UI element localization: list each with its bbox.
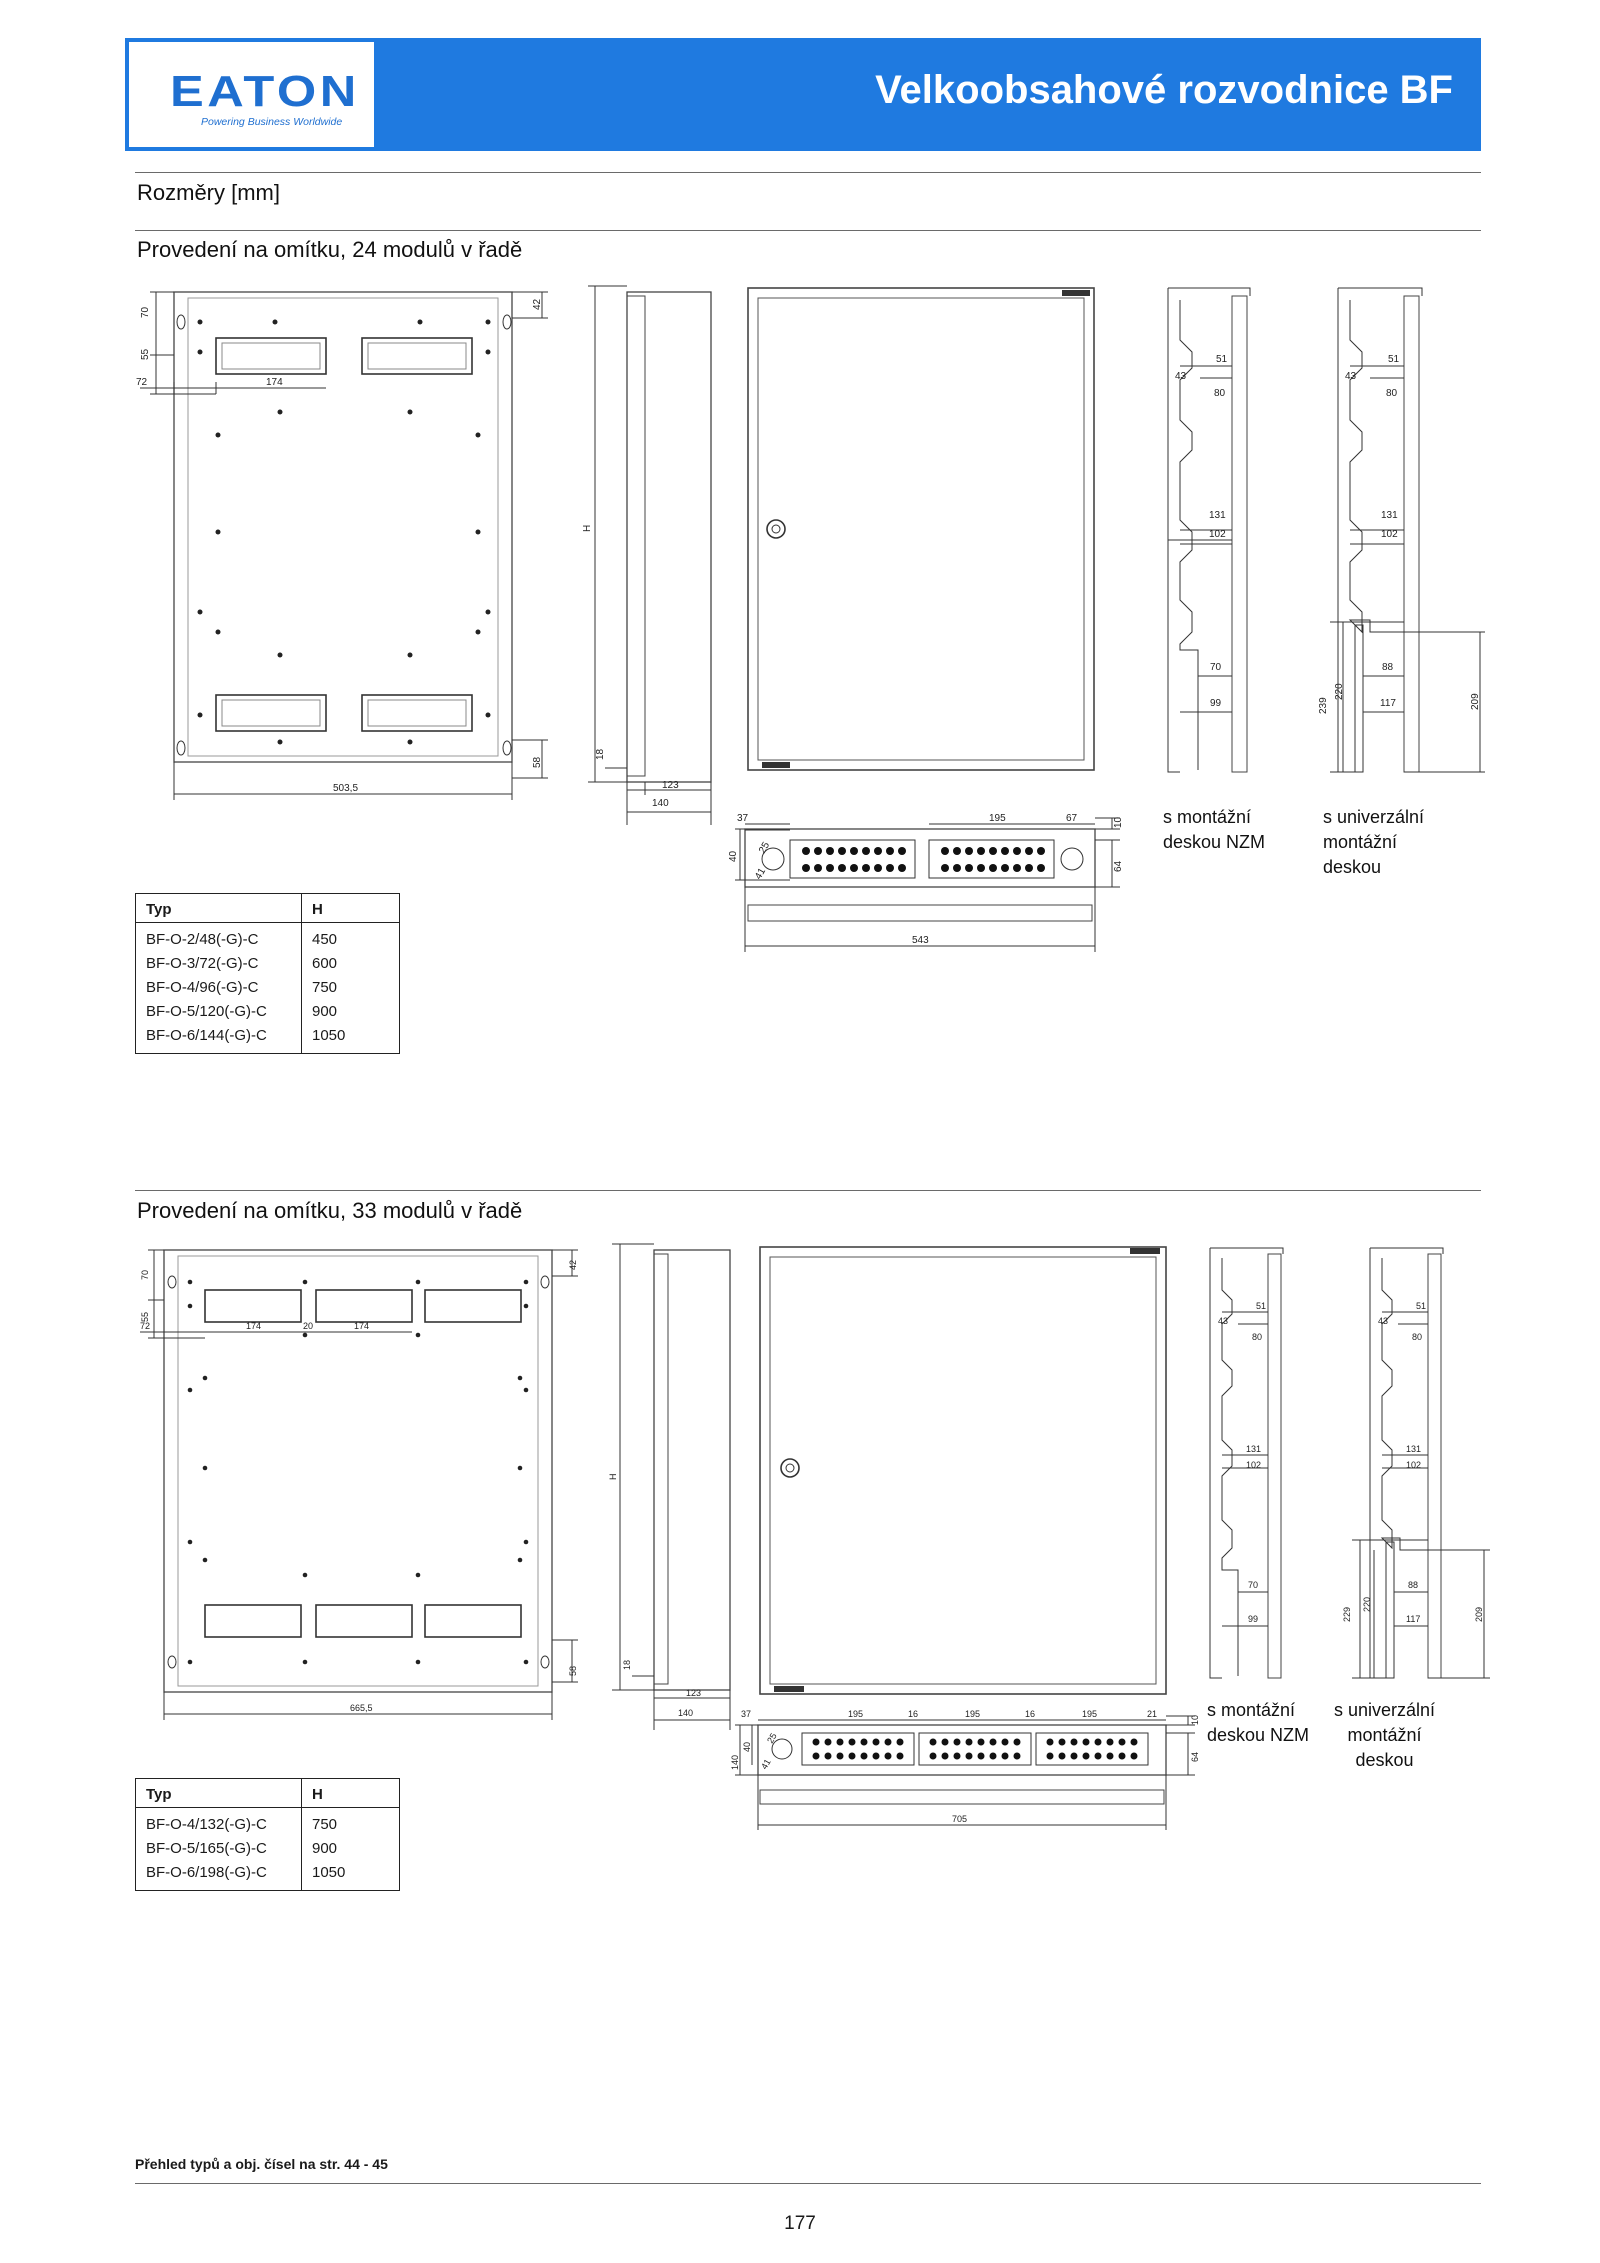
caption-universal-24 — [1323, 805, 1424, 880]
dim-label: 140 — [730, 1754, 740, 1770]
dim-label: 55 — [140, 1311, 150, 1322]
table-cell: 900 — [312, 1003, 338, 1020]
dim-label: 123 — [686, 1688, 702, 1698]
dim-label: 174 — [246, 1321, 262, 1331]
dim-label: 70 — [140, 1269, 150, 1280]
dim-label: 80 — [1412, 1332, 1423, 1342]
dim-label: 209 — [1470, 693, 1481, 710]
table-row — [136, 923, 400, 953]
table-row — [136, 1024, 400, 1054]
table-cell: BF-O-5/120(-G)-C — [136, 1000, 302, 1024]
dim-label: 209 — [1474, 1606, 1484, 1622]
table-row — [136, 1000, 400, 1024]
dim-label: 80 — [1252, 1332, 1263, 1342]
bottom-view-33 — [735, 1716, 1195, 1830]
table-cell: 600 — [312, 955, 338, 972]
dim-label: H — [608, 1473, 618, 1480]
caption-line: s univerzální — [1334, 1700, 1436, 1720]
dim-label: 174 — [266, 377, 283, 388]
dim-label: 43 — [1378, 1316, 1389, 1326]
dim-label: 117 — [1380, 698, 1396, 709]
divider — [135, 2183, 1481, 2184]
dim-label: 195 — [989, 813, 1006, 824]
dim-label: 58 — [568, 1665, 578, 1676]
table-header: Typ — [136, 1779, 302, 1808]
dim-label: 67 — [1066, 813, 1078, 824]
caption-nzm-24 — [1163, 805, 1265, 855]
dim-label: 18 — [595, 748, 606, 760]
dim-label: 220 — [1334, 683, 1345, 700]
table-cell: 750 — [312, 979, 338, 996]
dim-label: 102 — [1381, 529, 1398, 540]
dim-label: 117 — [1406, 1614, 1421, 1624]
dim-label: 99 — [1210, 698, 1222, 709]
logo-tagline: Powering Business Worldwide — [201, 116, 343, 128]
dim-label: 131 — [1246, 1444, 1262, 1454]
front-view-frame-24 — [140, 292, 548, 800]
page-title: Velkoobsahové rozvodnice BF — [875, 68, 1453, 112]
bottom-view-24 — [735, 818, 1120, 952]
dim-label: 25 — [765, 1731, 779, 1745]
table-header: Typ — [136, 894, 302, 923]
dim-label: 665,5 — [350, 1703, 373, 1713]
dim-label: 64 — [1190, 1751, 1200, 1762]
caption-line: deskou NZM — [1163, 832, 1266, 852]
table-cell: BF-O-5/165(-G)-C — [136, 1837, 302, 1861]
dim-label: 64 — [1113, 860, 1124, 872]
dim-label: 174 — [354, 1321, 370, 1331]
dim-label: 42 — [532, 298, 543, 310]
dim-label: 131 — [1209, 510, 1226, 521]
dim-label: 42 — [568, 1259, 578, 1270]
dim-label: 51 — [1388, 354, 1400, 365]
page-number: 177 — [784, 2213, 816, 2234]
dim-label: 88 — [1408, 1580, 1419, 1590]
dim-label: 51 — [1216, 354, 1228, 365]
table-cell: BF-O-6/144(-G)-C — [136, 1024, 302, 1054]
caption-line: deskou NZM — [1207, 1725, 1310, 1745]
dim-label: 195 — [1082, 1709, 1098, 1719]
type-table-33 — [135, 1778, 400, 1891]
table-header-row — [136, 1779, 400, 1808]
dim-label: 70 — [1248, 1580, 1259, 1590]
table-cell: BF-O-4/96(-G)-C — [136, 976, 302, 1000]
dim-label: 41 — [759, 1757, 773, 1771]
dim-label: 543 — [912, 935, 929, 946]
dim-label: 20 — [303, 1321, 314, 1331]
dim-label: 10 — [1113, 816, 1124, 828]
dim-label: 72 — [140, 1321, 151, 1331]
dim-label: 195 — [848, 1709, 864, 1719]
table-row — [136, 1861, 400, 1891]
dim-label: 25 — [757, 840, 773, 856]
table-cell: BF-O-6/198(-G)-C — [136, 1861, 302, 1891]
side-view-24 — [588, 286, 711, 825]
dim-label: 131 — [1381, 510, 1398, 521]
dim-label: 41 — [753, 866, 769, 882]
caption-line: deskou — [1355, 1750, 1414, 1770]
type-table-24 — [135, 893, 400, 1054]
dim-label: 229 — [1342, 1606, 1352, 1622]
section-title: Rozměry [mm] — [137, 180, 280, 205]
variant-24-title: Provedení na omítku, 24 modulů v řadě — [137, 237, 523, 262]
dim-label: 37 — [737, 813, 749, 824]
caption-line: deskou — [1323, 857, 1382, 877]
table-cell: 750 — [312, 1816, 338, 1833]
dim-label: 18 — [622, 1659, 632, 1670]
side-view-33 — [612, 1244, 730, 1730]
divider — [135, 1190, 1481, 1191]
dim-label: 40 — [728, 850, 739, 862]
dim-label: 16 — [908, 1709, 919, 1719]
dim-label: 51 — [1256, 1301, 1267, 1311]
caption-line: s montážní — [1207, 1700, 1296, 1720]
dim-label: 43 — [1175, 371, 1187, 382]
caption-line: s montážní — [1163, 807, 1252, 827]
dim-label: 70 — [1210, 662, 1222, 673]
dim-label: 80 — [1214, 388, 1226, 399]
dim-label: 70 — [140, 306, 151, 318]
table-cell: BF-O-2/48(-G)-C — [136, 923, 302, 953]
dim-label: 705 — [952, 1814, 968, 1824]
table-cell: BF-O-3/72(-G)-C — [136, 952, 302, 976]
dim-label: 72 — [136, 377, 148, 388]
dim-label: 239 — [1318, 697, 1329, 714]
table-cell: BF-O-4/132(-G)-C — [136, 1808, 302, 1838]
dim-label: 43 — [1345, 371, 1357, 382]
dim-label: H — [582, 524, 593, 532]
dim-label: 102 — [1406, 1460, 1422, 1470]
dim-label: 102 — [1209, 529, 1226, 540]
table-row — [136, 976, 400, 1000]
dim-label: 58 — [532, 756, 543, 768]
footer-note: Přehled typů a obj. čísel na str. 44 - 45 — [135, 2156, 388, 2172]
dim-label: 40 — [742, 1741, 752, 1752]
dim-label: 99 — [1248, 1614, 1259, 1624]
dim-label: 195 — [965, 1709, 981, 1719]
variant-33-title: Provedení na omítku, 33 modulů v řadě — [137, 1198, 523, 1223]
dim-label: 55 — [140, 348, 151, 360]
dim-label: 43 — [1218, 1316, 1229, 1326]
dim-label: 16 — [1025, 1709, 1036, 1719]
table-header: H — [302, 1779, 400, 1808]
table-row — [136, 952, 400, 976]
dim-label: 131 — [1406, 1444, 1422, 1454]
table-cell: 900 — [312, 1840, 338, 1857]
dim-label: 140 — [652, 798, 669, 809]
dim-label: 140 — [678, 1708, 694, 1718]
caption-universal-33 — [1334, 1698, 1435, 1773]
door-front-view-33 — [760, 1247, 1166, 1694]
dim-label: 123 — [662, 780, 679, 791]
table-cell: 1050 — [312, 1864, 346, 1881]
table-header-row — [136, 894, 400, 923]
table-cell: 450 — [312, 931, 338, 948]
dim-label: 102 — [1246, 1460, 1262, 1470]
caption-line: montážní — [1347, 1725, 1422, 1745]
logo-wordmark: EATON — [170, 67, 360, 116]
dim-label: 80 — [1386, 388, 1398, 399]
caption-line: s univerzální — [1323, 807, 1425, 827]
dim-label: 503,5 — [333, 783, 359, 794]
dim-label: 220 — [1362, 1596, 1372, 1612]
dim-label: 37 — [741, 1709, 752, 1719]
section-view-universal-24 — [1330, 288, 1485, 772]
caption-line: montážní — [1323, 832, 1398, 852]
table-row — [136, 1837, 400, 1861]
caption-nzm-33 — [1207, 1698, 1309, 1748]
dim-label: 10 — [1190, 1714, 1200, 1725]
dim-label: 21 — [1147, 1709, 1158, 1719]
table-row — [136, 1808, 400, 1838]
table-header: H — [302, 894, 400, 923]
dim-label: 88 — [1382, 662, 1394, 673]
dim-label: 51 — [1416, 1301, 1427, 1311]
table-cell: 1050 — [312, 1027, 346, 1044]
door-front-view-24 — [748, 288, 1094, 770]
